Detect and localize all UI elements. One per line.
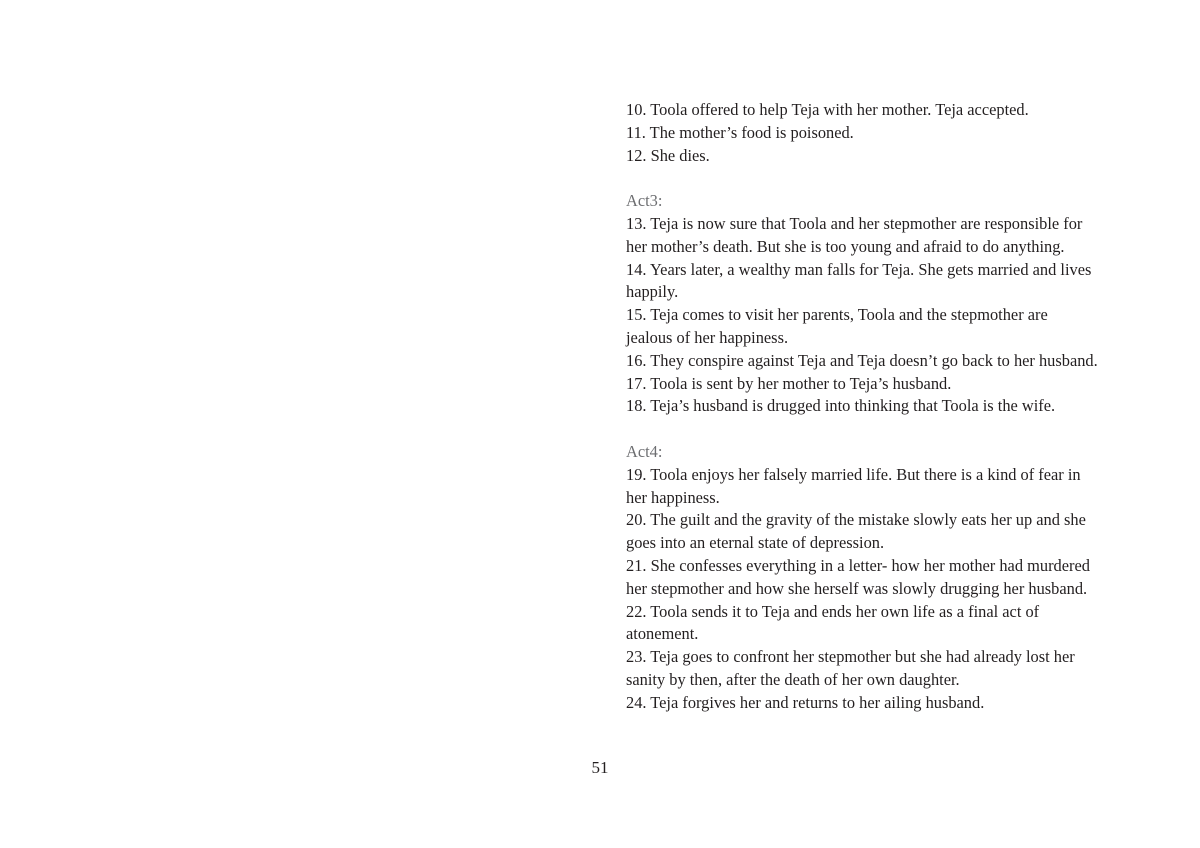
outline-line: goes into an eternal state of depression.: [626, 533, 885, 553]
outline-line: jealous of her happiness.: [626, 327, 789, 347]
outline-line: 17. Toola is sent by her mother to Teja’s husband.: [626, 373, 952, 393]
outline-line: 16. They conspire against Teja and Teja doesn’t go back to her husband.: [626, 350, 1098, 370]
outline-line: happily.: [626, 282, 679, 302]
outline-line: 10. Toola offered to help Teja with her mother. Teja accepted.: [626, 100, 1029, 119]
outline-line: 12. She dies.: [626, 145, 710, 165]
outline-line: 13. Teja is now sure that Toola and her stepmother are responsible for: [626, 213, 1083, 233]
outline-line: atonement.: [626, 624, 699, 644]
outline-line: 18. Teja’s husband is drugged into thinking that Toola is the wife.: [626, 396, 1056, 416]
outline-line: 19. Toola enjoys her falsely married life. But there is a kind of fear in: [626, 464, 1081, 484]
outline-line: her mother’s death. But she is too young and afraid to do anything.: [626, 236, 1065, 256]
page-number: 51: [591, 758, 609, 777]
right-page: [600, 0, 1200, 848]
paragraph-gap: [626, 167, 1126, 190]
act3-heading: Act3:: [626, 191, 663, 211]
paragraph-gap: [626, 418, 1126, 441]
story-outline-text: [626, 99, 1126, 715]
act4-heading: Act4:: [626, 441, 663, 461]
outline-line: her stepmother and how she herself was slowly drugging her husband.: [626, 578, 1088, 598]
outline-line: 23. Teja goes to confront her stepmother but she had already lost her: [626, 647, 1075, 667]
outline-line: her happiness.: [626, 487, 720, 507]
outline-line: 24. Teja forgives her and returns to her ailing husband.: [626, 692, 985, 712]
outline-line: 22. Toola sends it to Teja and ends her own life as a final act of: [626, 601, 1040, 621]
outline-line: 15. Teja comes to visit her parents, Toola and the stepmother are: [626, 305, 1048, 325]
outline-line: 21. She confesses everything in a letter- how her mother had murdered: [626, 555, 1090, 575]
outline-line: 14. Years later, a wealthy man falls for Teja. She gets married and lives: [626, 259, 1092, 279]
outline-line: 11. The mother’s food is poisoned.: [626, 122, 854, 142]
outline-line: sanity by then, after the death of her own daughter.: [626, 669, 960, 689]
outline-line: 20. The guilt and the gravity of the mistake slowly eats her up and she: [626, 510, 1086, 530]
